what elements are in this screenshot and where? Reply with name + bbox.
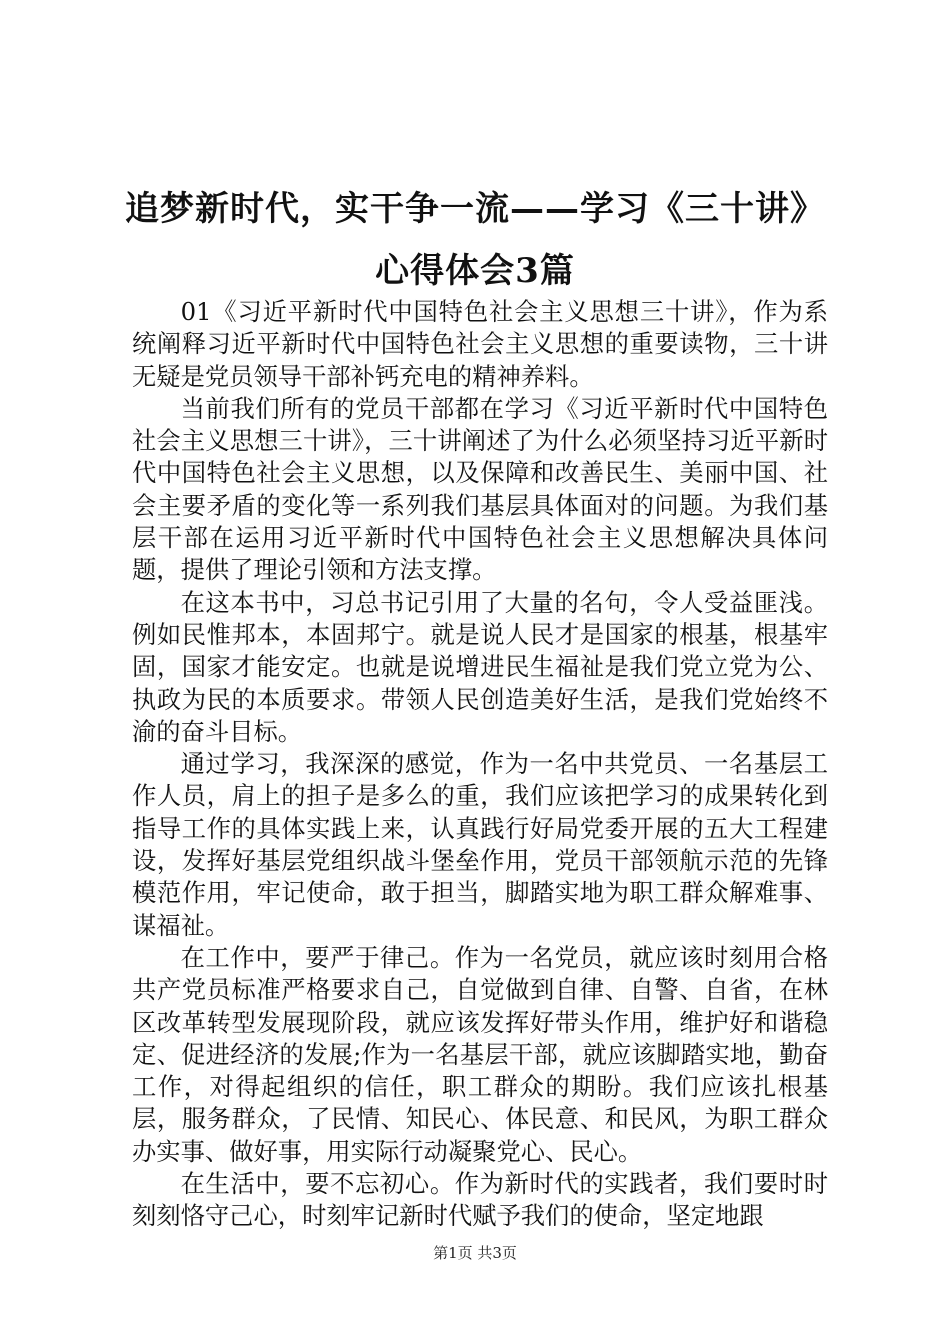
document-title	[110, 178, 840, 302]
paragraph-1: 01《习近平新时代中国特色社会主义思想三十讲》，作为系统阐释习近平新时代中国特色社会主义思想的重要读物，三十讲无疑是党员领导干部补钙充电的精神养料。	[132, 297, 828, 391]
paragraph-6: 在生活中，要不忘初心。作为新时代的实践者，我们要时时刻刻恪守己心，时刻牢记新时代赋予我们的使命，坚定地跟	[132, 1169, 828, 1231]
paragraph-5: 在工作中，要严于律己。作为一名党员，就应该时刻用合格共产党员标准严格要求自己，自觉做到自律、自警、自省，在林区改革转型发展现阶段，就应该发挥好带头作用，维护好和谐稳定、促进经济的发展;作为一名基层干部，就应该脚踏实地，勤奋工作，对得起组织的信任，职工群众的期盼。我们应该扎根基层，服务群众，了民情、知民心、体民意、和民风，为职工群众办实事、做好事，用实际行动凝聚党心、民心。	[132, 942, 828, 1166]
title-line-2: 心得体会3篇	[375, 251, 575, 291]
paragraph-2: 当前我们所有的党员干部都在学习《习近平新时代中国特色社会主义思想三十讲》，三十讲阐述了为什么必须坚持习近平新时代中国特色社会主义思想，以及保障和改善民生、美丽中国、社会主要矛盾的变化等一系列我们基层具体面对的问题。为我们基层干部在运用习近平新时代中国特色社会主义思想解决具体问题，提供了理论引领和方法支撑。	[132, 393, 828, 585]
paragraph-3: 在这本书中，习总书记引用了大量的名句，令人受益匪浅。例如民惟邦本，本固邦宁。就是说人民才是国家的根基，根基牢固，国家才能安定。也就是说增进民生福祉是我们党立党为公、执政为民的本质要求。带领人民创造美好生活，是我们党始终不渝的奋斗目标。	[132, 587, 828, 746]
paragraph-4: 通过学习，我深深的感觉，作为一名中共党员、一名基层工作人员，肩上的担子是多么的重，我们应该把学习的成果转化到指导工作的具体实践上来，认真践行好局党委开展的五大工程建设，发挥好基层党组织战斗堡垒作用，党员干部领航示范的先锋模范作用，牢记使命，敢于担当，脚踏实地为职工群众解难事、谋福祉。	[132, 749, 828, 940]
title-line-1: 追梦新时代，实干争一流——学习《三十讲》	[125, 189, 825, 229]
document-body	[132, 296, 828, 1233]
page-footer: 第1页 共3页	[433, 1244, 517, 1262]
